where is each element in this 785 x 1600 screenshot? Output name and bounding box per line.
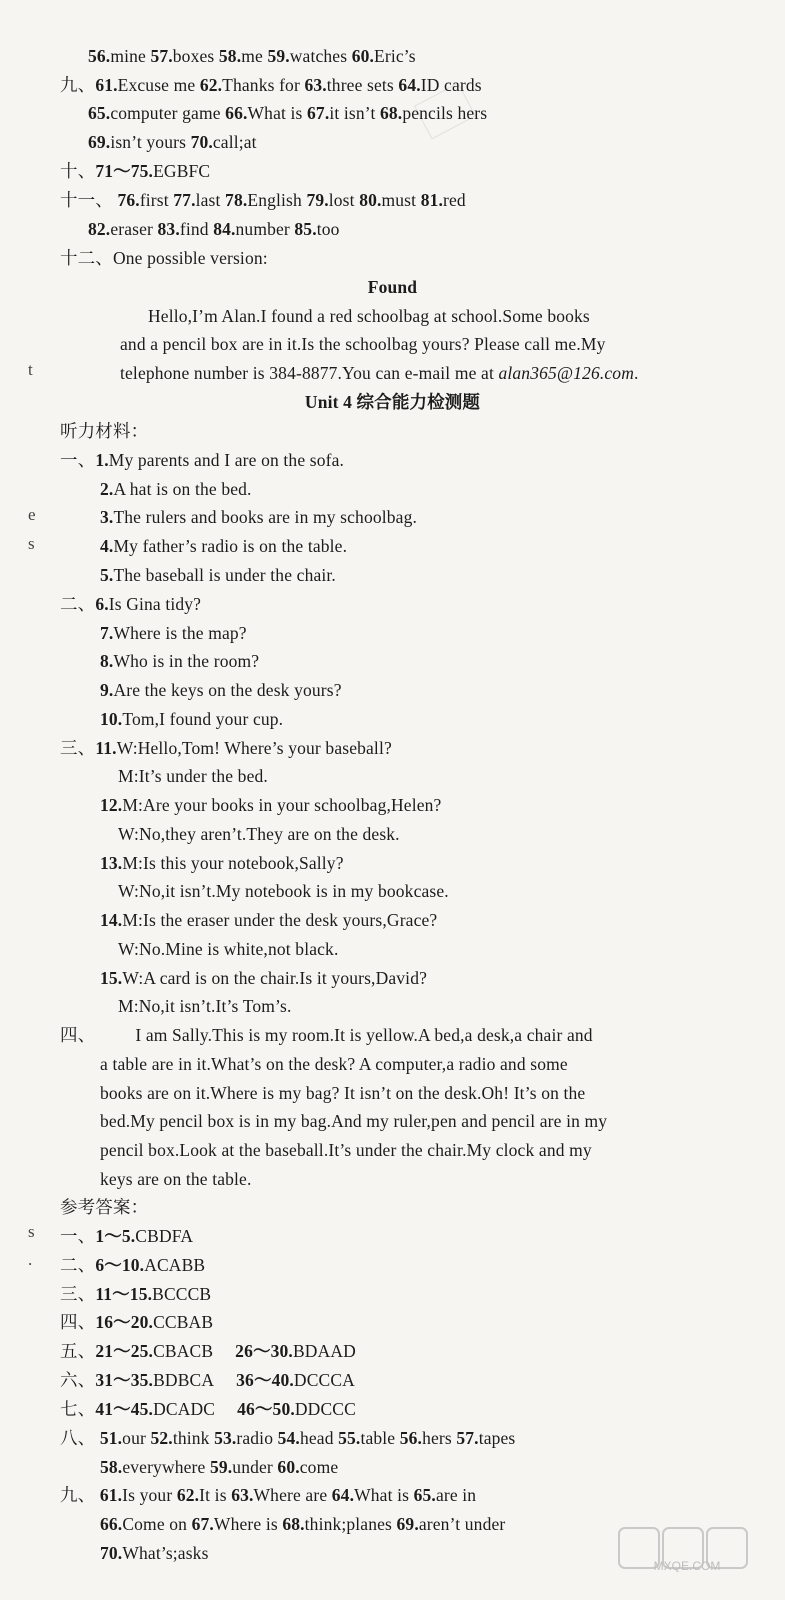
answer-line-61-64: 九、61.Excuse me 62.Thanks for 63.three sets 64.ID cards (60, 75, 482, 95)
answer-row: 58.everywhere 59.under 60.come (100, 1457, 339, 1477)
answer-line-76-81: 十一、 76.first 77.last 78.English 79.lost 80.must 81.red (60, 190, 466, 210)
dialogue-line: 13.M:Is this your notebook,Sally? (100, 853, 344, 873)
answer-row: 四、16～20.CCBAB (60, 1312, 214, 1332)
listening-item: 一、1.My parents and I are on the sofa. (60, 450, 345, 470)
answer-row: 六、31～35.BDBCA 36～40.DCCCA (60, 1370, 355, 1390)
dialogue-line: 15.W:A card is on the chair.Is it yours,David? (100, 968, 428, 988)
listening-item: 8.Who is in the room? (100, 651, 260, 671)
essay-line: Hello,I’m Alan.I found a red schoolbag at school.Some books (148, 306, 590, 326)
margin-mark: t (28, 360, 33, 379)
essay-line: telephone number is 384-8877.You can e-mail me at alan365@126.com. (120, 363, 639, 383)
passage-line: 四、 I am Sally.This is my room.It is yellow.A bed,a desk,a chair and (60, 1025, 593, 1045)
answer-row: 66.Come on 67.Where is 68.think;planes 69.aren’t under (100, 1514, 506, 1534)
listening-item: 2.A hat is on the bed. (100, 479, 252, 499)
listening-item: 二、6.Is Gina tidy? (60, 594, 202, 614)
dialogue-line: M:It’s under the bed. (118, 766, 268, 786)
margin-mark: . (28, 1250, 33, 1269)
passage-line: bed.My pencil box is in my bag.And my ruler,pen and pencil are in my (100, 1111, 608, 1131)
unit-title: Unit 4 综合能力检测题 (304, 392, 481, 412)
dialogue-line: W:No.Mine is white,not black. (118, 939, 339, 959)
watermark-text: MXQE.COM (653, 1559, 721, 1572)
answer-line-82-85: 82.eraser 83.find 84.number 85.too (88, 219, 340, 239)
listening-item: 9.Are the keys on the desk yours? (100, 680, 342, 700)
listening-item: 7.Where is the map? (100, 623, 247, 643)
passage-line: books are on it.Where is my bag? It isn’t on the desk.Oh! It’s on the (100, 1083, 586, 1103)
dialogue-line: 三、11.W:Hello,Tom! Where’s your baseball? (60, 738, 392, 758)
dialogue-line: W:No,it isn’t.My notebook is in my bookcase. (118, 881, 449, 901)
essay-line: and a pencil box are in it.Is the schoolbag yours? Please call me.My (120, 334, 606, 354)
answer-row: 八、 51.our 52.think 53.radio 54.head 55.table 56.hers 57.tapes (60, 1428, 516, 1448)
margin-mark: s (28, 534, 35, 553)
margin-mark: s (28, 1222, 35, 1241)
essay-title: Found (367, 277, 418, 297)
passage-line: a table are in it.What’s on the desk? A computer,a radio and some (100, 1054, 568, 1074)
watermark-logo (617, 1524, 767, 1572)
answers-heading: 参考答案： (60, 1197, 149, 1217)
answer-row: 一、1～5.CBDFA (60, 1226, 194, 1246)
answer-row: 二、6～10.ACABB (60, 1255, 206, 1275)
margin-mark: e (28, 505, 36, 524)
answer-row: 九、 61.Is your 62.It is 63.Where are 64.What is 65.are in (60, 1485, 477, 1505)
listening-item: 3.The rulers and books are in my schoolbag. (100, 507, 418, 527)
listening-item: 4.My father’s radio is on the table. (100, 536, 348, 556)
listening-item: 5.The baseball is under the chair. (100, 565, 336, 585)
dialogue-line: M:No,it isn’t.It’s Tom’s. (118, 996, 292, 1016)
answer-row: 70.What’s;asks (100, 1543, 209, 1563)
passage-line: pencil box.Look at the baseball.It’s under the chair.My clock and my (100, 1140, 592, 1160)
answer-line-56-60: 56.mine 57.boxes 58.me 59.watches 60.Eric’s (88, 46, 416, 66)
listening-heading: 听力材料： (60, 421, 149, 441)
answer-row: 七、41～45.DCADC 46～50.DDCCC (60, 1399, 356, 1419)
answer-line-71-75: 十、71～75.EGBFC (60, 161, 211, 181)
answer-row: 三、11～15.BCCCB (60, 1284, 212, 1304)
dialogue-line: 12.M:Are your books in your schoolbag,Helen? (100, 795, 442, 815)
listening-item: 10.Tom,I found your cup. (100, 709, 284, 729)
writing-heading: 十二、One possible version: (60, 248, 268, 268)
answer-row: 五、21～25.CBACB 26～30.BDAAD (60, 1341, 356, 1361)
answer-line-69-70: 69.isn’t yours 70.call;at (88, 132, 257, 152)
dialogue-line: 14.M:Is the eraser under the desk yours,Grace? (100, 910, 438, 930)
dialogue-line: W:No,they aren’t.They are on the desk. (118, 824, 400, 844)
answer-line-65-68: 65.computer game 66.What is 67.it isn’t 68.pencils hers (88, 103, 488, 123)
passage-line: keys are on the table. (100, 1169, 252, 1189)
